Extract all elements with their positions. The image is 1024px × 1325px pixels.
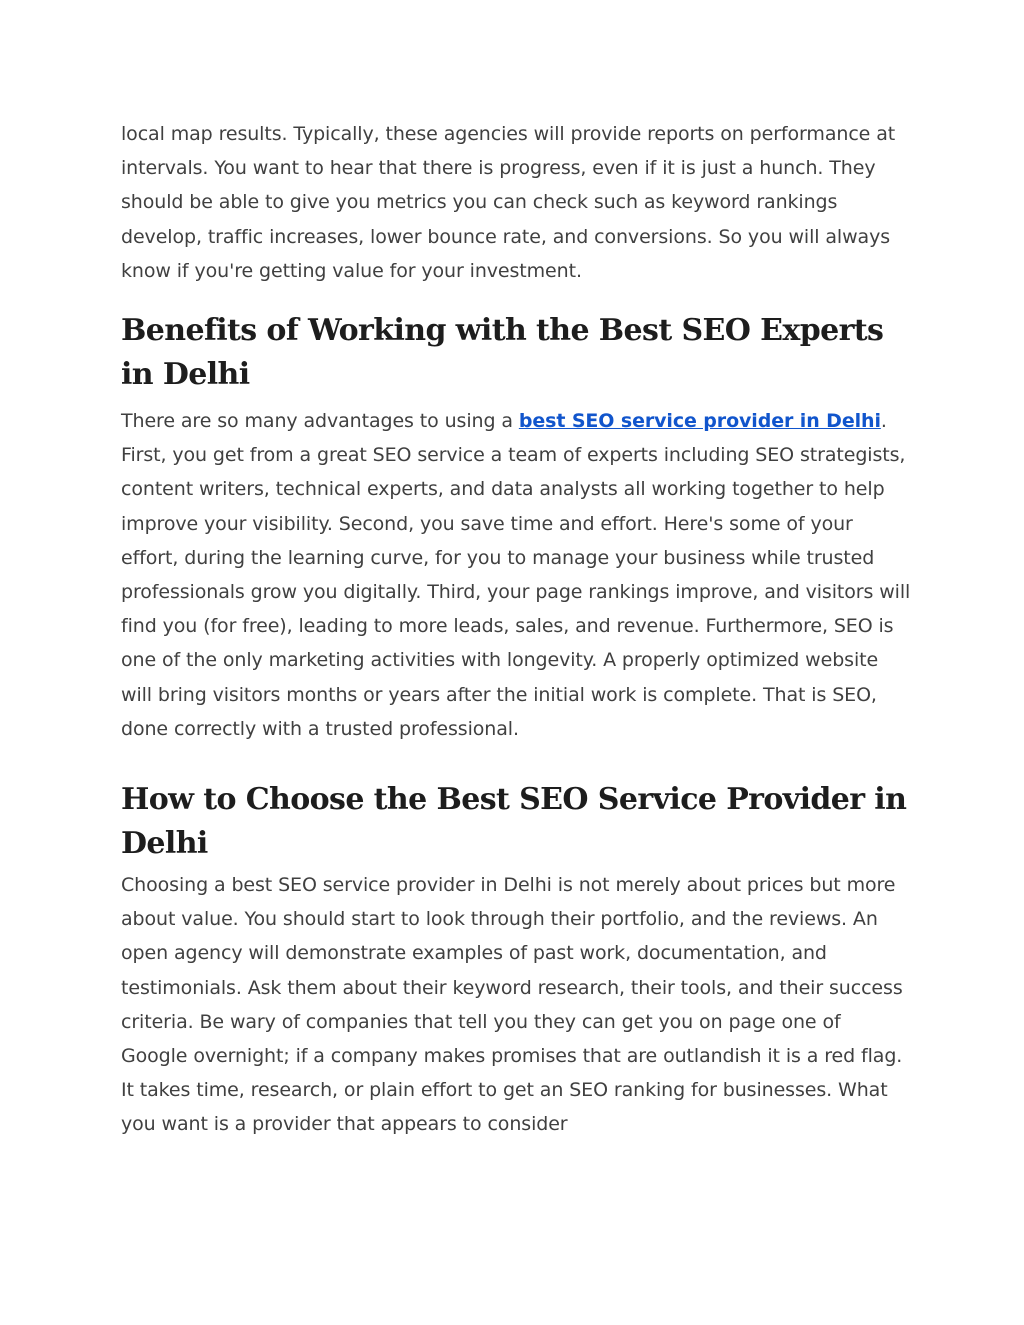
benefits-text-before-link: There are so many advantages to using a <box>121 410 519 433</box>
benefits-text-after-link: . First, you get from a great SEO service a team of experts including SEO strategists, content writers, technical experts, and data analysts all working together to help improve your visibility. Second, you save time and effort. Here's some of your effort, during the learning curve, for you to manage your business while trusted professionals grow you digitally. Third, your page rankings improve, and visitors will find you (for free), leading to more leads, sales, and revenue. Furthermore, SEO is one of the only marketing activities with longevity. A properly optimized website will bring visitors months or years after the initial work is complete. That is SEO, done correctly with a trusted professional. <box>121 410 911 740</box>
document-page <box>121 117 911 1142</box>
section-heading-benefits: Benefits of Working with the Best SEO Experts in Delhi <box>121 313 884 393</box>
intro-paragraph: local map results. Typically, these agencies will provide reports on performance at intervals. You want to hear that there is progress, even if it is just a hunch. They should be able to give you metrics you can check such as keyword rankings develop, traffic increases, lower bounce rate, and conversions. So you will always know if you're getting value for your investment. <box>121 123 896 282</box>
how-to-choose-paragraph: Choosing a best SEO service provider in Delhi is not merely about prices but more about value. You should start to look through their portfolio, and the reviews. An open agency will demonstrate examples of past work, documentation, and testimonials. Ask them about their keyword research, their tools, and their success criteria. Be wary of companies that tell you they can get you on page one of Google overnight; if a company makes promises that are outlandish it is a red flag. It takes time, research, or plain effort to get an SEO ranking for businesses. What you want is a provider that appears to consider <box>121 874 903 1136</box>
section-heading-how-to-choose: How to Choose the Best SEO Service Provider in Delhi <box>121 782 907 862</box>
seo-provider-link[interactable]: best SEO service provider in Delhi <box>518 410 881 433</box>
benefits-paragraph <box>121 404 911 746</box>
